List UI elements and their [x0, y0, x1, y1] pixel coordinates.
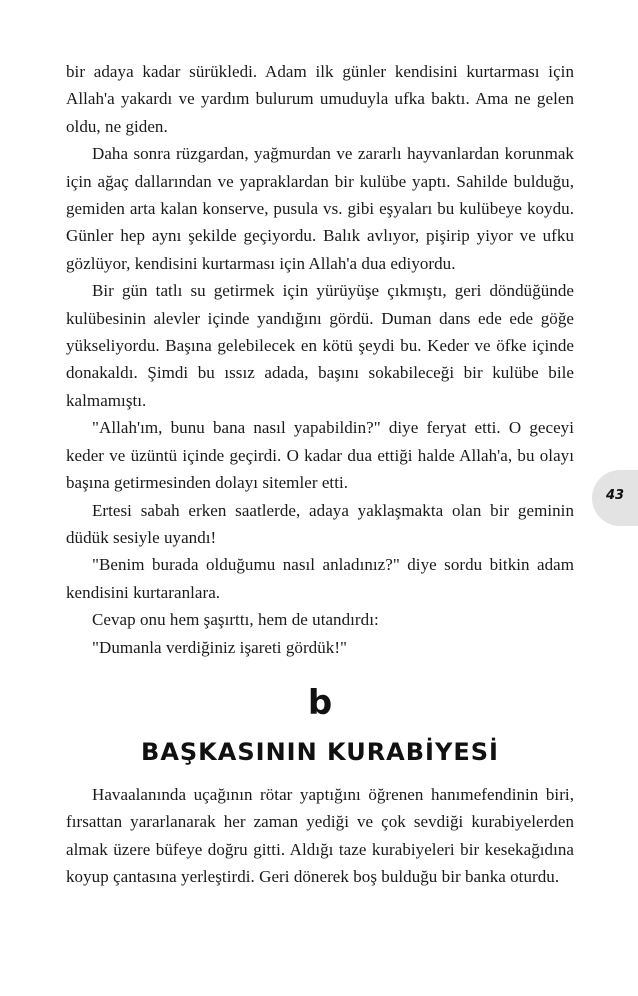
paragraph: Ertesi sabah erken saatlerde, adaya yaklaşmakta olan bir geminin düdük sesiyle uyandı!: [66, 500, 574, 547]
paragraph: "Dumanla verdiğiniz işareti gördük!": [92, 637, 348, 657]
paragraph: "Benim burada olduğumu nasıl anladınız?" diye sordu bitkin adam kendisini kurtaranlara.: [66, 555, 574, 602]
paragraph: bir adaya kadar sürükledi. Adam ilk günler kendisini kurtarması için Allah'a yakardı ve yardım bulurum umuduyla ufka baktı. Ama ne gelen oldu, ne giden.: [66, 62, 574, 136]
paragraph: Cevap onu hem şaşırttı, hem de utandırdı:: [92, 610, 379, 630]
page-number: 43: [606, 488, 625, 503]
paragraph: Bir gün tatlı su getirmek için yürüyüşe çıkmıştı, geri döndüğünde kulübesinin alevler içinde yandığını gördü. Duman dans ede ede göğe yükseliyordu. Başına gelebilecek en kötü şeydi bu. Keder ve öfke içinde donakaldı. Şimdi bu ıssız adada, başını sokabileceği bir kulübe bile kalmamıştı.: [66, 281, 574, 410]
paragraph: "Allah'ım, bunu bana nasıl yapabildin?" diye feryat etti. O geceyi keder ve üzüntü içinde geçirdi. O kadar dua ettiği halde Allah'a, bu olayı başına getirmesinden dolayı sitemler etti.: [66, 418, 574, 493]
paragraph: Daha sonra rüzgardan, yağmurdan ve zararlı hayvanlardan korunmak için ağaç dallarından ve yapraklardan bir kulübe yaptı. Sahilde bulduğu, gemiden arta kalan konserve, pusula vs. gibi eşyaları bu kulübeye koydu. Günler hep aynı şekilde geçiyordu. Balık avlıyor, pişirip yiyor ve ufku gözlüyor, kendisini kurtarması için Allah'a dua ediyordu.: [66, 144, 574, 273]
page-number-tab: [592, 470, 638, 526]
paragraph: Havaalanında uçağının rötar yaptığını öğrenen hanımefendinin biri, fırsattan yararlanarak her zaman yediği ve çok sevdiği kurabiyelerden almak üzere büfeye doğru gitti. Aldığı taze kurabiyeleri bir kesekağıdına koyup çantasına yerleştirdi. Geri dönerek boş bulduğu bir banka oturdu.: [66, 784, 574, 887]
section-ornament: b: [307, 682, 333, 723]
story-title: BAŞKASININ KURABİYESİ: [141, 737, 499, 766]
page-body: [66, 58, 574, 891]
